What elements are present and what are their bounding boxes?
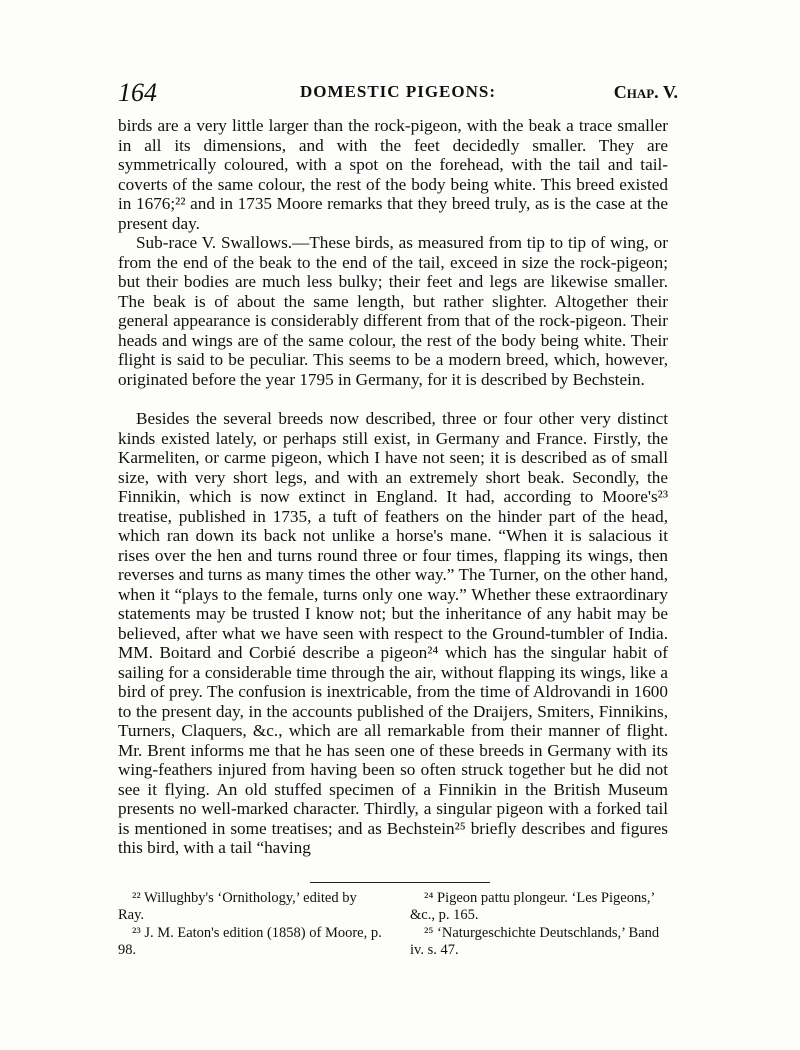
- paragraph-continuation: birds are a very little larger than the rock-pigeon, with the beak a trace smaller in all its dimensions, and with the feet decidedly smaller. They are symmetrically coloured, with a spot on the forehead, with the tail and tail-coverts of the same colour, the rest of the body being white. This breed existed in 1676;²² and in 1735 Moore remarks that they breed truly, as is the case at the present day.: [118, 116, 668, 233]
- page-header: [118, 78, 678, 108]
- footnote-24: ²⁴ Pigeon pattu plongeur. ‘Les Pigeons,’ &c., p. 165.: [410, 890, 655, 923]
- footnotes-right-column: [410, 890, 675, 960]
- paragraph-gap: [118, 389, 668, 409]
- chapter-label: Chap. V.: [613, 82, 678, 102]
- paragraph-other-breeds: Besides the several breeds now described, three or four other very distinct kinds existed lately, or perhaps still exist, in Germany and France. Firstly, the Karmeliten, or carme pigeon, which I have not seen; it is described as of small size, with very short legs, and with an extremely short beak. Secondly, the Finnikin, which is now extinct in England. It had, according to Moore's²³ treatise, published in 1735, a tuft of feathers on the hinder part of the head, which ran down its back not unlike a horse's mane. “When it is salacious it rises over the hen and turns round three or four times, flapping its wings, then reverses and turns as many times the other way.” The Turner, on the other hand, when it “plays to the female, turns only one way.” Whether these extraordinary statements may be trusted I know not; but the inheritance of any habit may be believed, after what we have seen with respect to the Ground-tumbler of India. MM. Boitard and Corbié describe a pigeon²⁴ which has the singular habit of sailing for a considerable time through the air, without flapping its wings, like a bird of prey. The confusion is inextricable, from the time of Aldrovandi in 1600 to the present day, in the accounts published of the Draijers, Smiters, Finnikins, Turners, Claquers, &c., which are all remarkable from their manner of flight. Mr. Brent informs me that he has seen one of these breeds in Germany with its wing-feathers injured from having been so often struck together but he did not see it flying. An old stuffed specimen of a Finnikin in the British Museum presents no well-marked character. Thirdly, a singular pigeon with a forked tail is mentioned in some treatises; and as Bechstein²⁵ briefly describes and figures this bird, with a tail “having: [118, 409, 668, 857]
- footnote-22: ²² Willughby's ‘Ornithology,’ edited by Ray.: [118, 890, 357, 923]
- page-number: 164: [118, 78, 157, 107]
- running-title: DOMESTIC PIGEONS:: [300, 82, 496, 101]
- footnote-rule: [310, 882, 490, 883]
- body-text: [118, 116, 668, 858]
- footnote-23: ²³ J. M. Eaton's edition (1858) of Moore, p. 98.: [118, 925, 382, 958]
- paragraph-swallows: Sub-race V. Swallows.—These birds, as measured from tip to tip of wing, or from the end of the beak to the end of the tail, exceed in size the rock-pigeon; but their bodies are much less bulky; their feet and legs are likewise smaller. The beak is of about the same length, but rather slighter. Altogether their general appearance is considerably different from that of the rock-pigeon. Their heads and wings are of the same colour, the rest of the body being white. Their flight is said to be peculiar. This seems to be a modern breed, which, however, originated before the year 1795 in Germany, for it is described by Bechstein.: [118, 233, 668, 389]
- footnotes-left-column: [118, 890, 383, 960]
- footnote-25: ²⁵ ‘Naturgeschichte Deutschlands,’ Band iv. s. 47.: [410, 925, 660, 958]
